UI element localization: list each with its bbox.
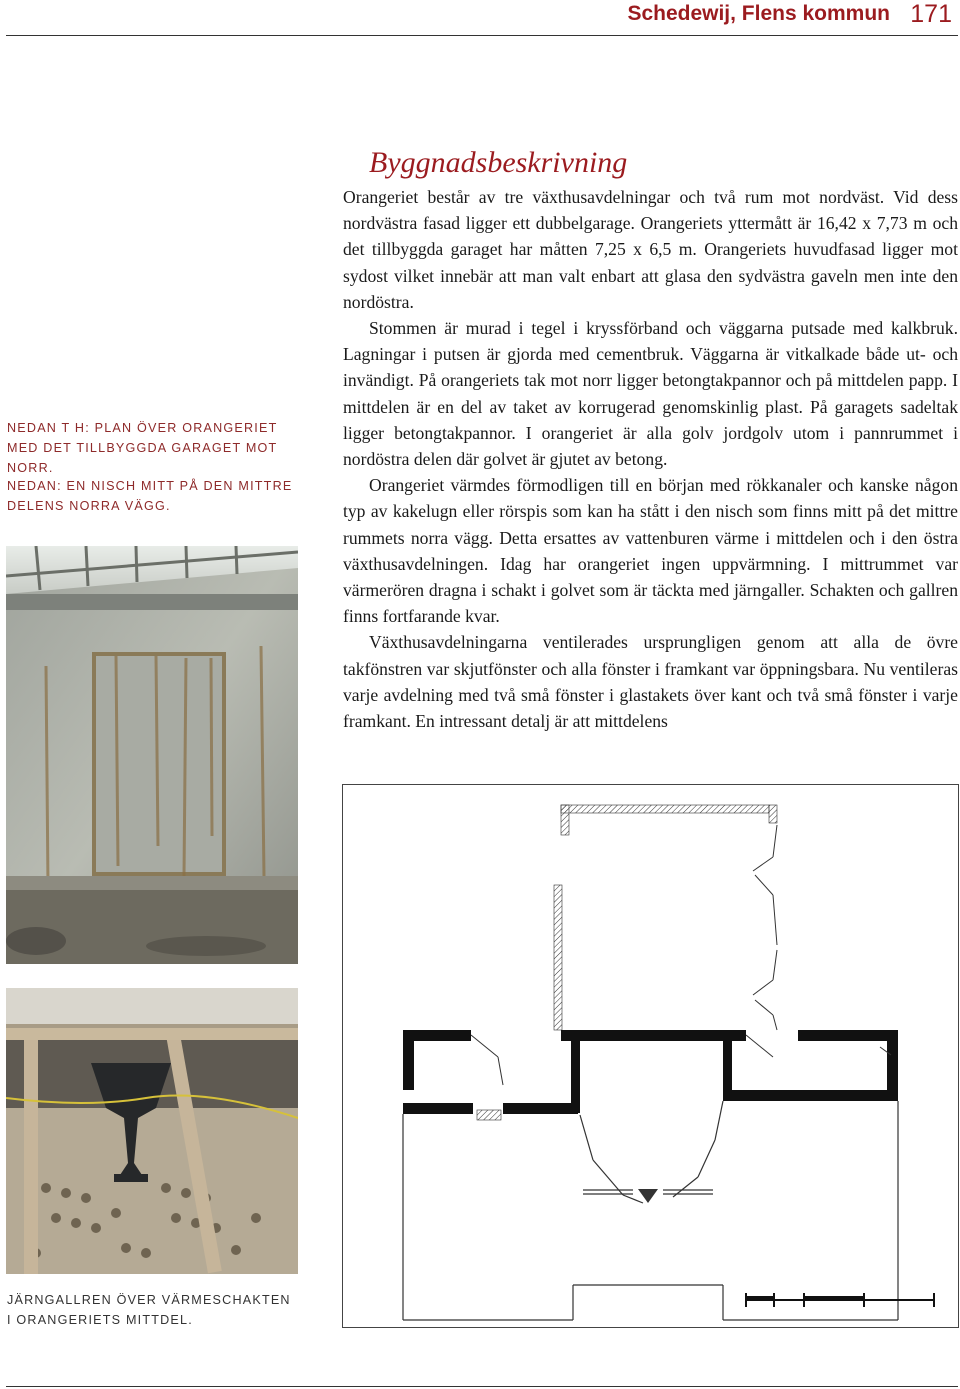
niche-photo-image <box>6 546 298 964</box>
garage-doors <box>753 825 777 1030</box>
garage-walls <box>554 805 777 1030</box>
glasshouse-outline <box>403 1101 898 1320</box>
grating-photo <box>6 988 298 1274</box>
header-title: Schedewij, Flens kommun <box>627 2 890 25</box>
page-number: 171 <box>910 0 952 28</box>
caption-plan: NEDAN T H: PLAN ÖVER ORANGERIET MED DET TILLBYGGDA GARAGET MOT NORR. <box>7 421 278 475</box>
floor-plan <box>342 784 959 1328</box>
main-walls <box>403 1025 898 1114</box>
paragraph-3: Orangeriet värmdes förmodligen till en början med rökkanaler och kanske någon typ av kakelugn eller rörspis som kan ha stått i den nisch som finns mitt på det mittre rummets norra vägg. Detta ersattes av vattenburen värme i mittdelen och i den östra växthusavdelningen. Idag har orangeriet ingen uppvärmning. I mittrummet var värmerören dragna i schakt i golvet som är täckta med järngaller. Schakten och gallren finns fortfarande kvar. <box>343 475 958 627</box>
paragraph-2: Stommen är murad i tegel i kryssförband och väggarna putsade med kalkbruk. Lagningar i putsen är gjorda med cementbruk. Väggarna är vitkalkade både ut- och invändigt. På orangeriets tak mot norr ligger betongtakpannor och på mittdelen papp. I mittdelen är en del av taket av korrugerad genomskinlig plast. På garagets sadeltak ligger betongtakpannor. I orangeriet är alla golv jordgolv utom i pannrummet i nordöstra delen där golvet är gjutet av betong. <box>343 318 958 470</box>
paragraph-1: Orangeriet består av tre växthusavdelningar och två rum mot nordväst. Vid dess nordvästra fasad ligger ett dubbelgarage. Orangeriets yttermått är 16,42 x 7,73 m och det tillbyggda garaget har måtten 7,25 x 6,5 m. Orangeriets huvudfasad ligger mot sydost vilket innebär att man valt enbart att glasa den sydvästra gaveln men inte den nordöstra. <box>343 187 958 312</box>
header-rule <box>6 35 958 36</box>
grating-photo-image <box>6 988 298 1274</box>
entrance-marker <box>638 1189 658 1203</box>
caption-grating: JÄRNGALLREN ÖVER VÄRMESCHAKTEN I ORANGERIETS MITTDEL. <box>7 1293 291 1327</box>
body-text <box>343 184 958 734</box>
section-heading: Byggnadsbeskrivning <box>369 146 628 179</box>
interior-doors <box>471 1035 891 1085</box>
footer-rule <box>6 1386 958 1387</box>
caption-niche: NEDAN: EN NISCH MITT PÅ DEN MITTRE DELENS NORRA VÄGG. <box>7 479 293 513</box>
paragraph-4: Växthusavdelningarna ventilerades ursprungligen genom att alla de övre takfönstren var skjutfönster och alla fönster i framkant var öppningsbara. Nu ventileras varje avdelning med två små fönster i glastakets över kant och två små fönster i varje framkant. En intressant detalj är att mittdelens <box>343 632 958 732</box>
niche-photo <box>6 546 298 964</box>
scale-bar <box>745 1293 935 1307</box>
floor-plan-drawing <box>343 785 958 1327</box>
